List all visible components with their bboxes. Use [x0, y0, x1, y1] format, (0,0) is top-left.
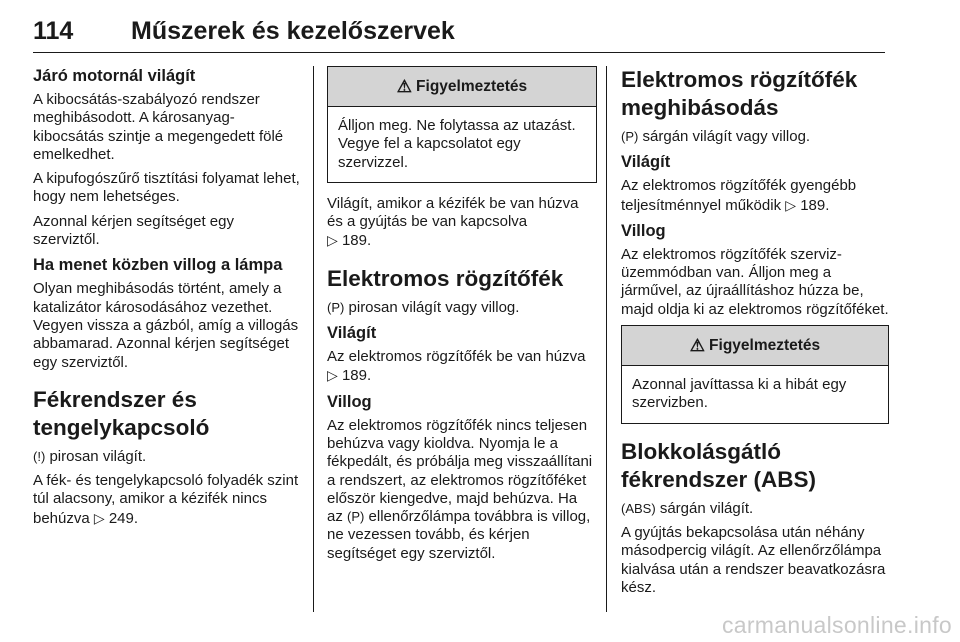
paragraph — [327, 417, 597, 563]
parking-brake-icon: (P) — [347, 509, 365, 525]
paragraph — [327, 348, 597, 386]
warning-title: Figyelmeztetés — [416, 77, 528, 95]
subheading-lit: Világít — [327, 324, 377, 343]
paragraph-text: pirosan világít. — [49, 447, 147, 465]
section-title-brake-clutch: Fékrendszer és tengelykapcsoló — [33, 386, 210, 440]
warning-triangle-icon: ⚠ — [689, 335, 706, 355]
paragraph-text: Világít, amikor a kézifék be van húzva és a gyújtás be van kapcsolva — [327, 194, 579, 231]
paragraph — [33, 472, 301, 528]
paragraph: A gyújtás bekapcsolása után néhány másodpercig világít. Az ellenőrzőlámpa kialvása után a rendszer beavatkozásra kész. — [621, 523, 886, 596]
paragraph — [33, 448, 301, 466]
warning-text: Azonnal javíttassa ki a hibát egy szervizben. — [632, 376, 847, 412]
column-middle — [327, 66, 597, 569]
paragraph: Az elektromos rögzítőfék szerviz-üzemmódban van. Álljon meg a járművel, az újraállításhoz húzza be, majd oldja ki az elektromos rögzítőféket. — [621, 245, 889, 318]
paragraph-text: Az elektromos rögzítőfék nincs teljesen behúzva vagy kioldva. Nyomja le a fékpedált, és próbálja meg visszaállítani a rendszert, az elektromos rögzítőféket először kiengedve, majd behúzva. Ha az — [327, 416, 593, 526]
chapter-title: Műszerek és kezelőszervek — [131, 17, 455, 45]
paragraph — [621, 500, 889, 518]
subheading-flashing: Villog — [621, 221, 666, 240]
page-reference-arrow-icon: ▷ — [327, 367, 338, 384]
column-left — [33, 66, 301, 534]
watermark: carmanualsonline.info — [721, 612, 952, 638]
column-divider — [606, 66, 607, 612]
paragraph-text: Az elektromos rögzítőfék gyengébb teljesítménnyel működik — [621, 177, 857, 214]
paragraph: Olyan meghibásodás történt, amely a katalizátor károsodásához vezethet. Vegyen vissza a gázból, amíg a villogás abbamarad. Azonnal kérjen segítséget egy szerviztől. — [33, 280, 299, 371]
section-title-abs: Blokkolásgátló fékrendszer (ABS) — [621, 438, 817, 492]
warning-header — [328, 67, 596, 107]
section-title-parking-brake-fault: Elektromos rögzítőfék meghibásodás — [621, 67, 858, 120]
paragraph — [327, 195, 597, 251]
page-reference-link[interactable]: 189. — [341, 367, 372, 385]
warning-header — [622, 326, 888, 366]
page-reference-arrow-icon: ▷ — [93, 509, 105, 526]
paragraph: Azonnal kérjen segítséget egy szerviztől. — [33, 212, 234, 249]
paragraph-text: Az elektromos rögzítőfék be van húzva — [327, 348, 586, 366]
paragraph-text: A fék- és tengelykapcsoló folyadék szint túl alacsony, amikor a kézifék nincs behúzva — [33, 472, 299, 527]
warning-box — [621, 325, 889, 424]
warning-triangle-icon: ⚠ — [396, 76, 413, 96]
paragraph: A kipufogószűrő tisztítási folyamat lehet, hogy nem lehetséges. — [33, 170, 300, 206]
column-right — [621, 66, 889, 603]
subheading-flashing: Ha menet közben villog a lámpa — [33, 256, 283, 275]
page-reference-link[interactable]: 189. — [341, 232, 372, 250]
parking-brake-fault-icon: (P) — [621, 129, 639, 144]
warning-text: Álljon meg. Ne folytassa az utazást. Vegye fel a kapcsolatot egy szervizzel. — [338, 117, 576, 171]
page-reference-arrow-icon: ▷ — [327, 232, 338, 249]
paragraph — [621, 128, 889, 146]
paragraph: A kibocsátás-szabályozó rendszer meghibásodott. A károsanyag-kibocsátás szintje a megengedett fölé emelkedhet. — [33, 91, 284, 163]
subheading-flashing: Villog — [327, 392, 372, 411]
abs-icon: (ABS) — [621, 500, 656, 516]
page-reference-link[interactable]: 189. — [800, 196, 830, 214]
paragraph-text: pirosan világít vagy villog. — [348, 298, 520, 316]
brake-warning-icon: (!) — [33, 448, 46, 464]
page-reference-arrow-icon: ▷ — [785, 196, 797, 213]
page-reference-link[interactable]: 249. — [108, 509, 139, 527]
warning-title: Figyelmeztetés — [709, 336, 821, 354]
subheading-lit: Világít — [621, 153, 671, 172]
section-title-parking-brake: Elektromos rögzítőfék — [327, 265, 564, 291]
paragraph — [621, 177, 889, 215]
parking-brake-icon: (P) — [327, 299, 345, 315]
paragraph-text: sárgán világít. — [659, 499, 754, 517]
warning-box — [327, 66, 597, 183]
page-number: 114 — [33, 17, 74, 45]
paragraph — [327, 299, 597, 317]
column-divider — [313, 66, 314, 612]
paragraph-text: sárgán világít vagy villog. — [642, 128, 811, 145]
page-header — [33, 17, 885, 53]
paragraph-text: ellenőrzőlámpa továbbra is villog, ne vezessen tovább, és kérjen segítséget egy szerviztől. — [327, 508, 591, 562]
subheading-engine-running: Járó motornál világít — [33, 67, 196, 85]
